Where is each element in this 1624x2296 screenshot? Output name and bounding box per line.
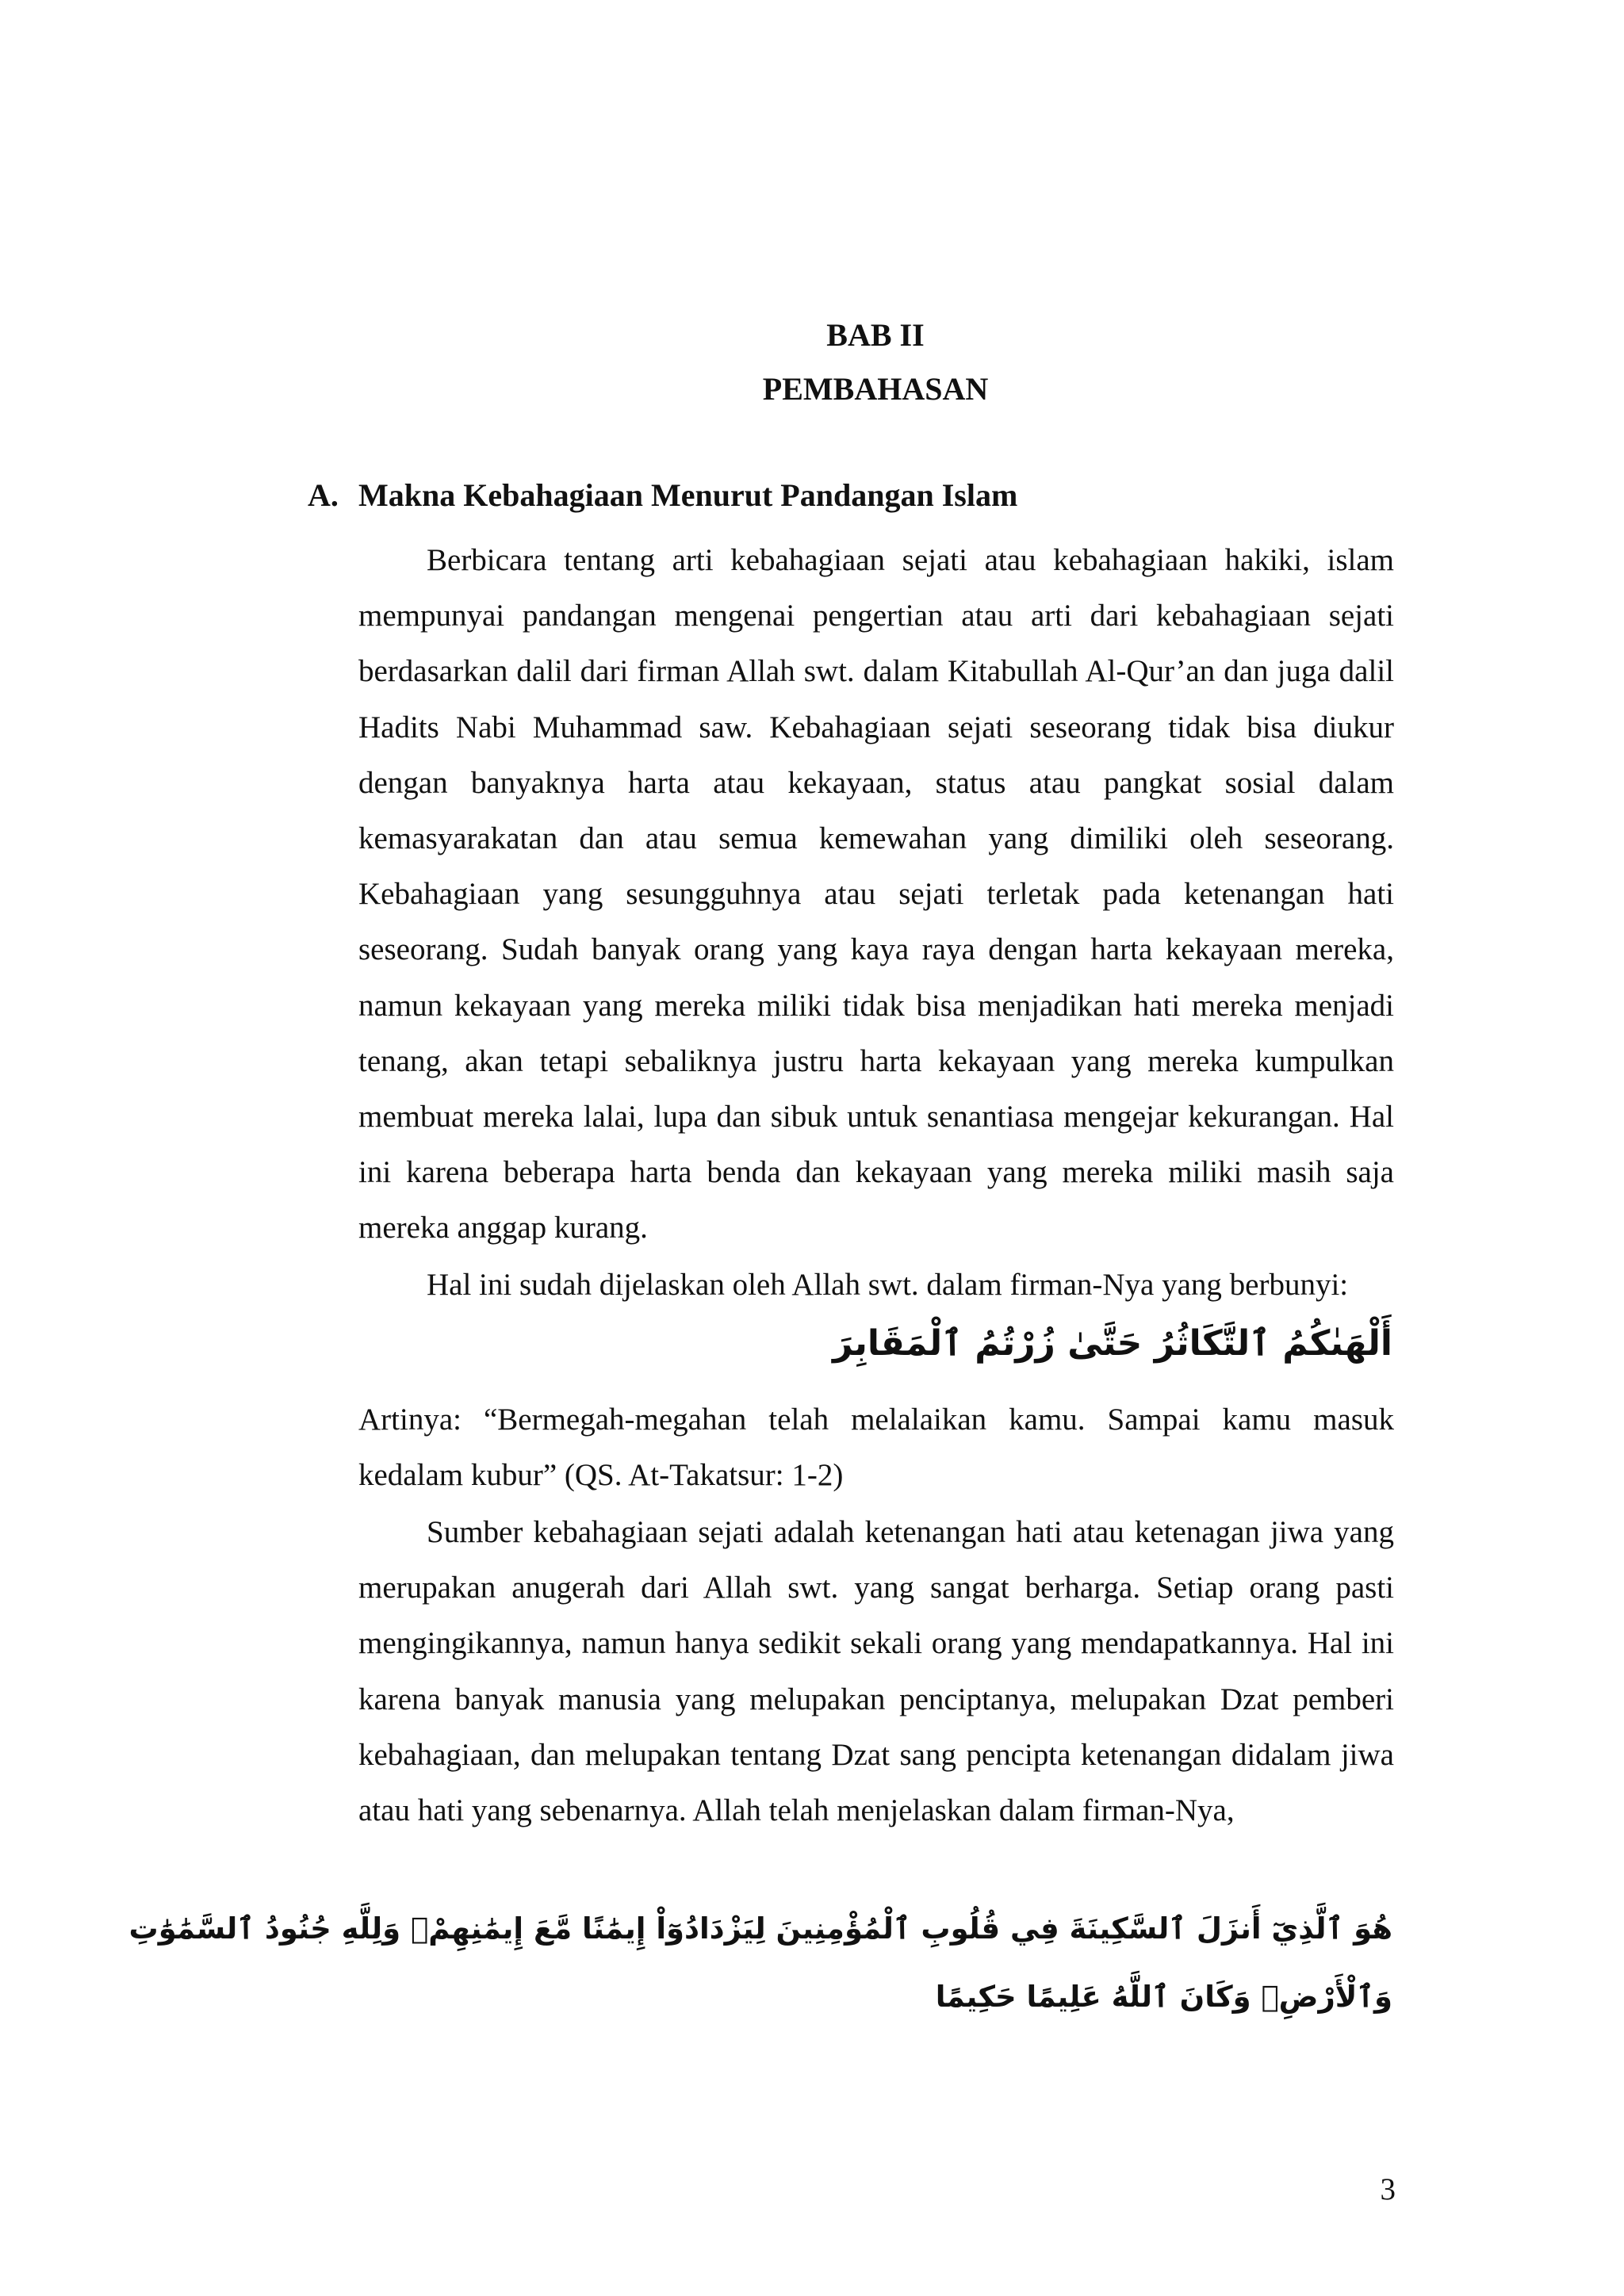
verse-translation: Artinya: “Bermegah-megahan telah melalaikan kamu. Sampai kamu masuk kedalam kubur” (QS. At-Takatsur: 1-2) <box>358 1402 1394 1493</box>
chapter-title: PEMBAHASAN <box>762 371 989 407</box>
section-number: A. <box>308 477 339 513</box>
section-heading <box>308 476 1017 515</box>
quran-verse-fath-line-1: هُوَ ٱلَّذِيٓ أَنزَلَ ٱلسَّكِينَةَ فِي قُلُوبِ ٱلْمُؤْمِنِينَ لِيَزْدَادُوٓاْ إِيمَٰنًا مَّعَ إِيمَٰنِهِمْۗ وَلِلَّهِ جُنُودُ ٱلسَّمَٰوَٰتِ <box>128 1911 1392 1946</box>
page-number: 3 <box>1380 2172 1396 2206</box>
paragraph-source-of-happiness: Sumber kebahagiaan sejati adalah ketenangan hati atau ketenagan jiwa yang merupakan anugerah dari Allah swt. yang sangat berharga. Setiap orang pasti mengingikannya, namun hanya sedikit sekali orang yang mendapatkannya. Hal ini karena banyak manusia yang melupakan penciptanya, melupakan Dzat pemberi kebahagiaan, dan melupakan tentang Dzat sang pencipta ketenangan didalam jiwa atau hati yang sebenarnya. Allah telah menjelaskan dalam firman-Nya, <box>358 1515 1394 1828</box>
chapter-number: BAB II <box>826 317 925 353</box>
quran-verse-takatsur: أَلْهَىٰكُمُ ٱلتَّكَاثُرُ حَتَّىٰ زُرْتُمُ ٱلْمَقَابِرَ <box>833 1323 1392 1364</box>
paragraph-verse-lead: Hal ini sudah dijelaskan oleh Allah swt. dalam firman-Nya yang berbunyi: <box>427 1268 1349 1302</box>
section-title: Makna Kebahagiaan Menurut Pandangan Islam <box>358 477 1018 513</box>
quran-verse-fath-line-2: وَٱلْأَرْضِۚ وَكَانَ ٱللَّهُ عَلِيمًا حَكِيمًا <box>935 1980 1392 2014</box>
paragraph-intro: Berbicara tentang arti kebahagiaan sejati atau kebahagiaan hakiki, islam mempunyai pandangan mengenai pengertian atau arti dari kebahagiaan sejati berdasarkan dalil dari firman Allah swt. dalam Kitabullah Al-Qur’an dan juga dalil Hadits Nabi Muhammad saw. Kebahagiaan sejati seseorang tidak bisa diukur dengan banyaknya harta atau kekayaan, status atau pangkat sosial dalam kemasyarakatan dan atau semua kemewahan yang dimiliki oleh seseorang. Kebahagiaan yang sesungguhnya atau sejati terletak pada ketenangan hati seseorang. Sudah banyak orang yang kaya raya dengan harta kekayaan mereka, namun kekayaan yang mereka miliki tidak bisa menjadikan hati mereka menjadi tenang, akan tetapi sebaliknya justru harta kekayaan yang mereka kumpulkan membuat mereka lalai, lupa dan sibuk untuk senantiasa mengejar kekurangan. Hal ini karena beberapa harta benda dan kekayaan yang mereka miliki masih saja mereka anggap kurang. <box>358 543 1394 1246</box>
